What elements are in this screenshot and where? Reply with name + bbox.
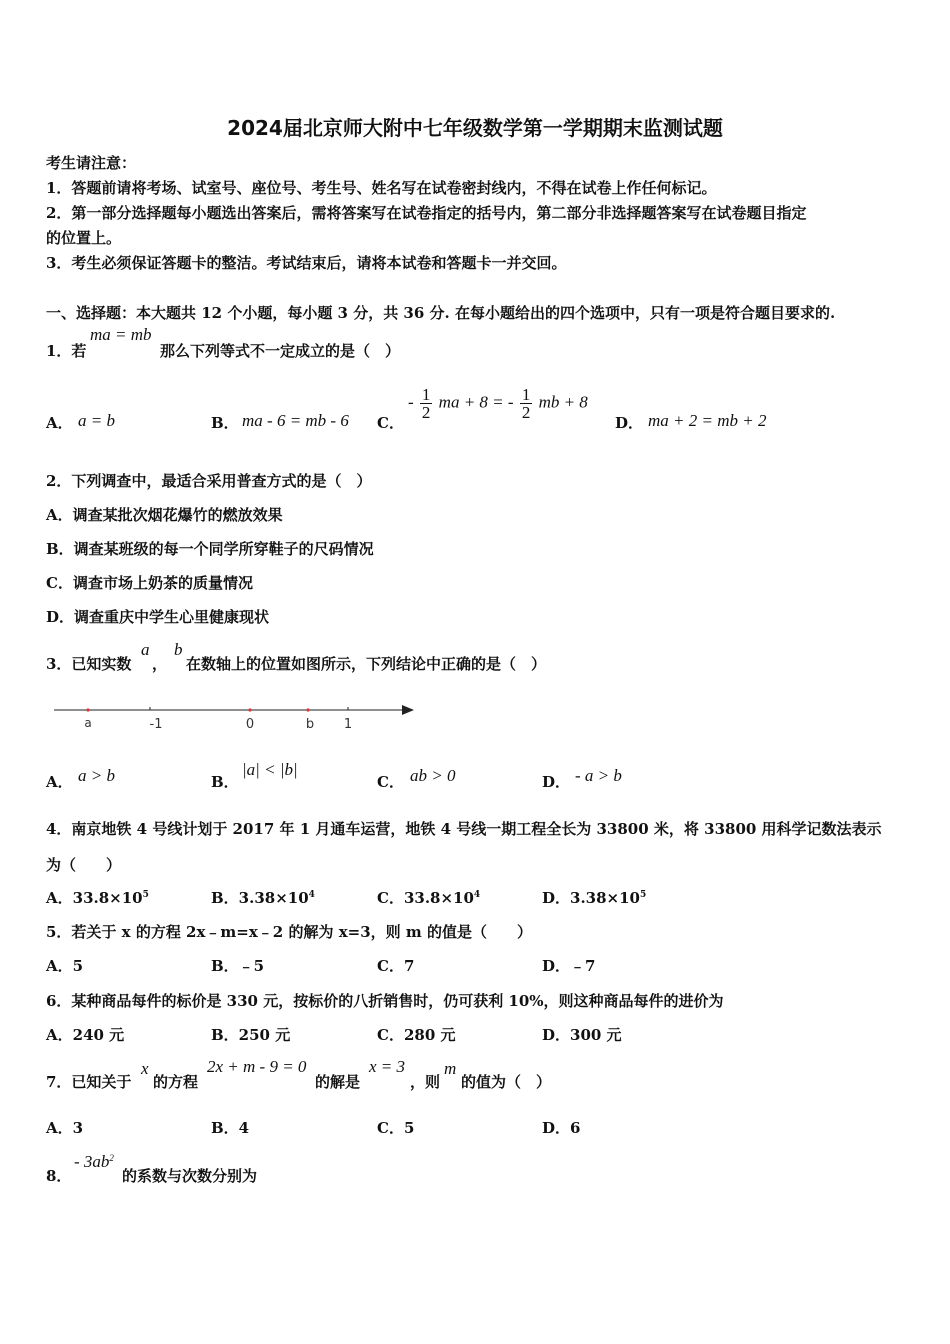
label-zero: 0: [245, 717, 255, 732]
q1-c-fraction-1: $\frac{1}{2}$: [421, 385, 431, 422]
q1-condition: ma = mb: [90, 325, 152, 344]
q3-option-d-label: D．: [542, 773, 571, 791]
q1-option-b-label: B．: [211, 414, 239, 432]
q3-comma: ，: [152, 655, 168, 673]
label-minus-1: -1: [149, 717, 163, 732]
q1-c-end: mb + 8: [538, 392, 588, 412]
q3-option-b-label: B．: [211, 773, 239, 791]
q7-option-c: C．5: [377, 1119, 415, 1137]
q3-prefix: 3．已知实数: [46, 655, 132, 673]
q3-option-a-label: A．: [46, 773, 73, 791]
q3-option-b-expr: |a| < |b|: [242, 760, 298, 779]
q7-solution: x = 3: [369, 1057, 406, 1076]
q7-text-3: ，则: [410, 1073, 441, 1091]
q1-stem: 那么下列等式不一定成立的是（ ）: [160, 342, 401, 360]
q5-option-c: C．7: [377, 957, 415, 975]
q7-prefix: 7．已知关于: [46, 1073, 132, 1091]
q3-option-a-expr: a > b: [78, 766, 115, 785]
q5-option-b: B．﹣5: [211, 957, 265, 975]
q7-stem-end: 的值为（ ）: [461, 1073, 552, 1091]
q8-stem: 的系数与次数分别为: [122, 1167, 258, 1185]
page-title: 2024届北京师大附中七年级数学第一学期期末监测试题: [227, 116, 723, 140]
q4-option-b: B．$3.38\times 10^4$: [211, 889, 315, 907]
q7-text-1: 的方程: [153, 1073, 199, 1091]
q6-stem: 6．某种商品每件的标价是 330 元，按标价的八折销售时，仍可获利 10%，则这种商品每件的进价为: [46, 992, 724, 1010]
q4-option-d: D．$3.38\times 10^5$: [542, 889, 647, 907]
q2-option-a: A．调查某批次烟花爆竹的燃放效果: [46, 506, 283, 524]
q1-option-c-label: C．: [377, 414, 404, 432]
q2-option-b: B．调查某班级的每一个同学所穿鞋子的尺码情况: [46, 540, 374, 558]
q2-stem: 2．下列调查中，最适合采用普查方式的是（ ）: [46, 472, 372, 490]
q3-option-d-expr: - a > b: [575, 766, 622, 785]
q7-option-a: A．3: [46, 1119, 84, 1137]
q3-option-c-label: C．: [377, 773, 404, 791]
q4-option-c: C．$33.8\times 10^4$: [377, 889, 481, 907]
label-a: a: [84, 716, 92, 730]
q1-option-a-expr: a = b: [78, 411, 115, 430]
q3-var-a: a: [141, 640, 150, 659]
q1-option-b-expr: ma - 6 = mb - 6: [242, 411, 349, 430]
point-a-marker: [86, 708, 89, 711]
q7-var-x: x: [141, 1059, 149, 1078]
notice-item-1: 1．答题前请将考场、试室号、座位号、考生号、姓名写在试卷密封线内，不得在试卷上作任何标记。: [46, 179, 717, 197]
q4-option-a: A．$33.8\times 10^5$: [46, 889, 149, 907]
q4-stem-line-2: 为（ ）: [46, 856, 122, 874]
label-b: b: [305, 717, 315, 732]
q7-var-m: m: [444, 1059, 457, 1078]
q6-option-c: C．280 元: [377, 1026, 456, 1044]
notice-item-2-cont: 的位置上。: [46, 229, 122, 247]
notice-heading: 考生请注意：: [46, 154, 137, 172]
q1-option-d-expr: ma + 2 = mb + 2: [648, 411, 767, 430]
q7-option-d: D．6: [542, 1119, 581, 1137]
q5-option-a: A．5: [46, 957, 84, 975]
q5-option-d: D．﹣7: [542, 957, 596, 975]
point-zero-marker: [248, 708, 251, 711]
q2-option-d: D．调查重庆中学生心里健康现状: [46, 608, 270, 626]
section-heading: 一、选择题：本大题共 12 个小题，每小题 3 分，共 36 分. 在每小题给出的四个选项中，只有一项是符合题目要求的.: [46, 304, 836, 322]
point-b-marker: [306, 708, 309, 711]
q8-prefix: 8．: [46, 1167, 72, 1185]
q2-option-c: C．调查市场上奶茶的质量情况: [46, 574, 253, 592]
q1-prefix: 1．若: [46, 342, 87, 360]
q3-stem: 在数轴上的位置如图所示，下列结论中正确的是（ ）: [186, 655, 547, 673]
axis-arrow: [402, 705, 414, 715]
q1-option-a-label: A．: [46, 414, 73, 432]
q1-option-d-label: D．: [615, 414, 644, 432]
notice-item-2: 2．第一部分选择题每小题选出答案后，需将答案写在试卷指定的括号内，第二部分非选择题答案写在试卷题目指定: [46, 204, 807, 222]
q3-var-b: b: [174, 640, 183, 659]
notice-item-3: 3．考生必须保证答题卡的整洁。考试结束后，请将本试卷和答题卡一并交回。: [46, 254, 567, 272]
q7-equation: 2x + m - 9 = 0: [207, 1057, 307, 1076]
q6-option-b: B．250 元: [211, 1026, 291, 1044]
q1-option-c-expr: [408, 386, 588, 421]
q6-option-a: A．240 元: [46, 1026, 125, 1044]
label-1: 1: [343, 717, 353, 732]
q1-c-minus: -: [408, 392, 414, 412]
q1-c-fraction-2: $\frac{1}{2}$: [521, 385, 531, 422]
q4-stem-line-1: 4．南京地铁 4 号线计划于 2017 年 1 月通车运营，地铁 4 号线一期工程全长为 33800 米，将 33800 用科学记数法表示: [46, 820, 882, 838]
q8-expression: - $3ab^2$: [74, 1152, 114, 1171]
q3-number-line: [50, 696, 420, 736]
q1-c-middle: ma + 8 = -: [438, 392, 514, 412]
q5-stem: 5．若关于 x 的方程 2x﹣m=x﹣2 的解为 x=3，则 m 的值是（ ）: [46, 923, 532, 941]
q7-option-b: B．4: [211, 1119, 250, 1137]
q3-option-c-expr: ab > 0: [410, 766, 456, 785]
q6-option-d: D．300 元: [542, 1026, 622, 1044]
q7-text-2: 的解是: [315, 1073, 361, 1091]
